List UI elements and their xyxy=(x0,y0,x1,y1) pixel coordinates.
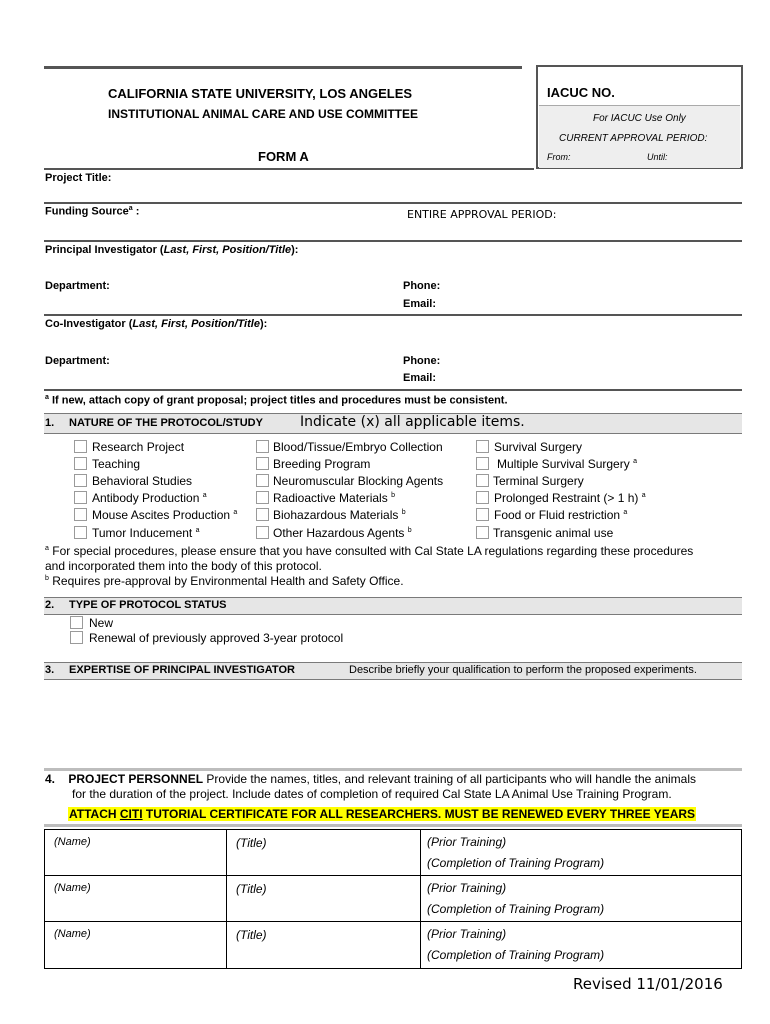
pi-label xyxy=(45,244,298,256)
checkbox-teaching[interactable] xyxy=(74,457,87,470)
footnote-a-line2: and incorporated them into the body of this protocol. xyxy=(45,559,322,573)
label-tumor-inducement xyxy=(92,526,200,540)
revised-date: Revised 11/01/2016 xyxy=(573,975,723,993)
citi-attach-pre: ATTACH xyxy=(69,807,120,821)
label-neuromuscular xyxy=(273,474,443,488)
section1-header xyxy=(44,413,742,434)
approval-until: Until: xyxy=(647,152,668,162)
label-antibody-production xyxy=(92,491,207,505)
citi-attach-post: TUTORIAL CERTIFICATE FOR ALL RESEARCHERS. MUST BE RENEWED EVERY THREE YEARS xyxy=(142,807,696,821)
entire-approval-period: ENTIRE APPROVAL PERIOD: xyxy=(407,208,557,221)
section4-bottom-rule xyxy=(44,824,742,827)
section1-instruction: Indicate (x) all applicable items. xyxy=(300,414,525,430)
funding-source-label xyxy=(45,205,139,218)
cell-completion-2: (Completion of Training Program) xyxy=(427,902,605,916)
approval-from: From: xyxy=(547,152,571,162)
university-name: CALIFORNIA STATE UNIVERSITY, LOS ANGELES xyxy=(108,86,413,101)
table-row-2-training[interactable] xyxy=(420,875,742,922)
rule-project-title xyxy=(44,202,742,204)
coi-label xyxy=(45,318,267,330)
label-food-fluid xyxy=(494,508,627,522)
coi-suffix: ): xyxy=(259,318,268,330)
checkbox-multiple-survival[interactable] xyxy=(476,457,489,470)
label-breeding-program-text: Breeding Program xyxy=(273,457,371,471)
expertise-field[interactable] xyxy=(44,682,742,766)
label-mouse-ascites-sup: a xyxy=(233,509,238,516)
pi-prefix: Principal Investigator ( xyxy=(45,244,164,256)
label-behavioral-studies-text: Behavioral Studies xyxy=(92,474,193,488)
label-transgenic-text: Transgenic animal use xyxy=(493,526,614,540)
label-radioactive-sup: b xyxy=(391,492,395,499)
pi-email-label: Email: xyxy=(403,298,437,310)
label-other-hazardous-sup: b xyxy=(407,527,412,534)
label-tumor-inducement-text: Tumor Inducement xyxy=(92,526,193,540)
personnel-table xyxy=(44,829,742,969)
cell-name-1: (Name) xyxy=(54,836,91,848)
label-multiple-survival xyxy=(497,457,637,471)
label-multiple-survival-text: Multiple Survival Surgery xyxy=(497,457,630,471)
label-other-hazardous-text: Other Hazardous Agents xyxy=(273,526,405,540)
funding-source-text: Funding Source xyxy=(45,205,129,218)
coi-department-label: Department: xyxy=(45,355,110,367)
checkbox-neuromuscular[interactable] xyxy=(256,474,269,487)
label-breeding-program xyxy=(273,457,370,471)
table-row-3-training[interactable] xyxy=(420,921,742,969)
checkbox-mouse-ascites[interactable] xyxy=(74,508,87,521)
cell-name-3: (Name) xyxy=(54,928,91,940)
footnote-a-sup: a xyxy=(45,545,49,552)
rule-funding xyxy=(44,240,742,242)
section4-line1-text: Provide the names, titles, and relevant training of all participants who will handle the animals xyxy=(203,772,696,786)
checkbox-behavioral-studies[interactable] xyxy=(74,474,87,487)
checkbox-antibody-production[interactable] xyxy=(74,491,87,504)
current-approval-period: CURRENT APPROVAL PERIOD: xyxy=(559,133,708,144)
table-row-3-title[interactable] xyxy=(226,921,421,969)
checkbox-radioactive[interactable] xyxy=(256,491,269,504)
cell-completion-3: (Completion of Training Program) xyxy=(427,948,605,962)
cell-title-2: (Title) xyxy=(236,882,267,896)
label-food-fluid-sup: a xyxy=(623,509,628,516)
header-top-rule xyxy=(44,66,522,69)
section3-description: Describe briefly your qualification to perform the proposed experiments. xyxy=(349,664,697,676)
label-antibody-production-text: Antibody Production xyxy=(92,491,200,505)
iacuc-use-only: For IACUC Use Only xyxy=(593,113,686,124)
label-teaching xyxy=(92,457,140,471)
label-prolonged-restraint-sup: a xyxy=(641,492,646,499)
label-other-hazardous xyxy=(273,526,412,540)
label-mouse-ascites-text: Mouse Ascites Production xyxy=(92,508,231,522)
label-mouse-ascites xyxy=(92,508,237,522)
section2-header xyxy=(44,597,742,615)
label-biohazardous xyxy=(273,508,406,522)
section3-header xyxy=(44,662,742,680)
committee-name: INSTITUTIONAL ANIMAL CARE AND USE COMMITTEE xyxy=(108,107,418,121)
checkbox-biohazardous[interactable] xyxy=(256,508,269,521)
coi-email-label: Email: xyxy=(403,372,437,384)
rule-coi xyxy=(44,389,742,391)
label-research-project xyxy=(92,440,184,454)
label-behavioral-studies xyxy=(92,474,192,488)
label-biohazardous-text: Biohazardous Materials xyxy=(273,508,399,522)
label-transgenic xyxy=(493,526,613,540)
checkbox-survival-surgery[interactable] xyxy=(476,440,489,453)
cell-title-3: (Title) xyxy=(236,928,267,942)
iacuc-use-panel xyxy=(539,105,740,168)
grant-note-sup: a xyxy=(45,394,49,401)
label-neuromuscular-text: Neuromuscular Blocking Agents xyxy=(273,474,444,488)
table-row-2-title[interactable] xyxy=(226,875,421,922)
form-title: FORM A xyxy=(258,149,309,164)
label-blood-tissue xyxy=(273,440,443,454)
label-antibody-production-sup: a xyxy=(202,492,207,499)
section4-title: PROJECT PERSONNEL xyxy=(68,772,204,786)
checkbox-renewal[interactable] xyxy=(70,631,83,644)
pi-suffix: ): xyxy=(291,244,299,256)
footnote-b-sup: b xyxy=(45,575,49,582)
label-new: New xyxy=(89,616,114,630)
label-terminal-surgery xyxy=(493,474,584,488)
section2-number: 2. xyxy=(45,599,55,611)
label-biohazardous-sup: b xyxy=(401,509,406,516)
label-prolonged-restraint xyxy=(494,491,646,505)
pi-department-label: Department: xyxy=(45,280,110,292)
funding-source-colon: : xyxy=(132,205,140,218)
cell-prior-3: (Prior Training) xyxy=(427,927,507,941)
checkbox-food-fluid[interactable] xyxy=(476,508,489,521)
table-row-3-name[interactable] xyxy=(44,921,227,969)
checkbox-terminal-surgery[interactable] xyxy=(476,474,489,487)
grant-note xyxy=(45,394,508,407)
project-title-field[interactable] xyxy=(140,172,740,198)
footnote-a-line1: For special procedures, please ensure that you have consulted with Cal State LA regulations regarding these procedures xyxy=(48,544,694,558)
label-survival-surgery xyxy=(494,440,582,454)
cell-prior-1: (Prior Training) xyxy=(427,835,507,849)
cell-name-2: (Name) xyxy=(54,882,91,894)
checkbox-blood-tissue[interactable] xyxy=(256,440,269,453)
label-renewal: Renewal of previously approved 3-year protocol xyxy=(89,631,344,645)
section3-title: EXPERTISE OF PRINCIPAL INVESTIGATOR xyxy=(69,664,295,676)
table-row-1-training[interactable] xyxy=(420,829,742,876)
table-row-1-title[interactable] xyxy=(226,829,421,876)
coi-phone-label: Phone: xyxy=(403,355,441,367)
footnote-a xyxy=(45,544,693,558)
footnote-b-text: Requires pre-approval by Environmental Health and Safety Office. xyxy=(48,574,404,588)
iacuc-number-label: IACUC NO. xyxy=(547,85,615,100)
cell-prior-2: (Prior Training) xyxy=(427,881,507,895)
section4-line2: for the duration of the project. Include dates of completion of required Cal State LA Animal Use Training Program. xyxy=(72,787,672,801)
cell-title-1: (Title) xyxy=(236,836,267,850)
section1-title: NATURE OF THE PROTOCOL/STUDY xyxy=(69,417,263,429)
pi-phone-label: Phone: xyxy=(403,280,441,292)
label-radioactive xyxy=(273,491,395,505)
rule-pi xyxy=(44,314,742,316)
label-terminal-surgery-text: Terminal Surgery xyxy=(493,474,584,488)
section4-number: 4. xyxy=(45,772,56,786)
table-row-1-name[interactable] xyxy=(44,829,227,876)
section2-title: TYPE OF PROTOCOL STATUS xyxy=(69,599,227,611)
checkbox-breeding-program[interactable] xyxy=(256,457,269,470)
section1-number: 1. xyxy=(45,417,55,429)
section4-top-rule xyxy=(44,768,742,771)
label-tumor-inducement-sup: a xyxy=(195,527,200,534)
pi-italic: Last, First, Position/Title xyxy=(163,244,292,256)
footnote-b xyxy=(45,574,404,588)
checkbox-new[interactable] xyxy=(70,616,83,629)
label-blood-tissue-text: Blood/Tissue/Embryo Collection xyxy=(273,440,443,454)
section3-number: 3. xyxy=(45,664,55,676)
coi-italic: Last, First, Position/Title xyxy=(132,318,260,330)
project-title-label: Project Title: xyxy=(45,172,112,184)
label-food-fluid-text: Food or Fluid restriction xyxy=(494,508,621,522)
grant-note-text: If new, attach copy of grant proposal; project titles and procedures must be consistent. xyxy=(48,394,508,407)
section4-line1 xyxy=(45,772,696,786)
label-survival-surgery-text: Survival Surgery xyxy=(494,440,583,454)
citi-attach-banner xyxy=(68,807,696,821)
table-row-2-name[interactable] xyxy=(44,875,227,922)
coi-prefix: Co-Investigator ( xyxy=(45,318,133,330)
citi-attach-citi: CITI xyxy=(119,807,143,821)
label-radioactive-text: Radioactive Materials xyxy=(273,491,388,505)
iacuc-box xyxy=(536,65,743,169)
checkbox-research-project[interactable] xyxy=(74,440,87,453)
label-multiple-survival-sup: a xyxy=(633,458,637,465)
header-bottom-rule xyxy=(44,168,534,170)
checkbox-other-hazardous[interactable] xyxy=(256,526,269,539)
checkbox-tumor-inducement[interactable] xyxy=(74,526,87,539)
label-teaching-text: Teaching xyxy=(92,457,141,471)
cell-completion-1: (Completion of Training Program) xyxy=(427,856,605,870)
checkbox-transgenic[interactable] xyxy=(476,526,489,539)
funding-source-sup: a xyxy=(128,205,133,212)
label-prolonged-restraint-text: Prolonged Restraint (> 1 h) xyxy=(494,491,639,505)
checkbox-prolonged-restraint[interactable] xyxy=(476,491,489,504)
label-research-project-text: Research Project xyxy=(92,440,185,454)
